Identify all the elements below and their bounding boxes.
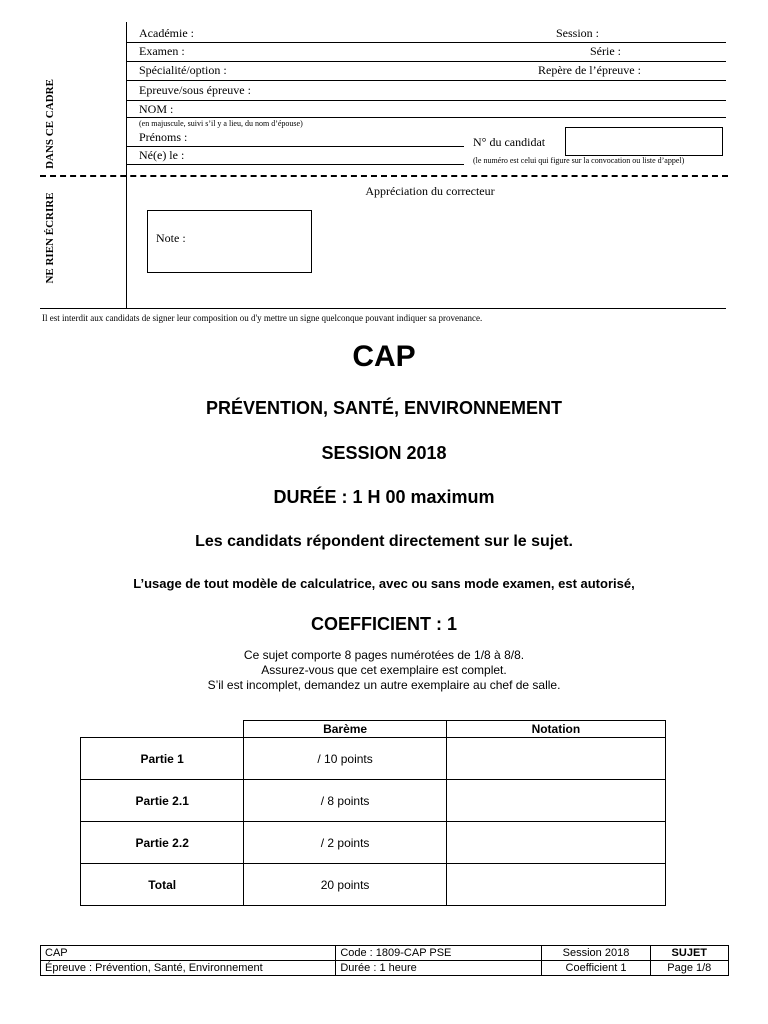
dashed-separator: [40, 175, 728, 177]
title-calculatrice: L’usage de tout modèle de calculatrice, avec ou sans mode examen, est autorisé,: [133, 576, 635, 591]
table-row: [81, 738, 666, 780]
title-coefficient: COEFFICIENT : 1: [310, 614, 457, 634]
row-label: Partie 2.2: [81, 822, 244, 864]
appreciation-label: Appréciation du correcteur: [365, 184, 495, 198]
frame-bottom-line: [40, 308, 726, 309]
vertical-label-bottom: NE RIEN ÉCRIRE: [44, 192, 56, 284]
info-pages: Ce sujet comporte 8 pages numérotées de 1/8 à 8/8.: [243, 648, 525, 662]
row-line: [126, 61, 726, 62]
row-notation[interactable]: [446, 780, 665, 822]
epreuve-label: Epreuve/sous épreuve :: [139, 83, 251, 97]
row-label: Total: [81, 864, 244, 906]
footer-epreuve: Épreuve : Prévention, Santé, Environnement: [41, 961, 336, 976]
footer-session: Session 2018: [542, 946, 650, 961]
row-notation[interactable]: [446, 822, 665, 864]
footer-table: [40, 945, 729, 976]
numero-hint: (le numéro est celui qui figure sur la convocation ou liste d’appel): [473, 156, 685, 165]
nom-label: NOM :: [139, 102, 174, 116]
frame-left-line: [126, 22, 127, 308]
footer-coefficient: Coefficient 1: [542, 961, 650, 976]
row-line: [126, 146, 464, 147]
vertical-label-top: DANS CE CADRE: [44, 79, 56, 169]
row-bareme: 20 points: [244, 864, 446, 906]
col-bareme: Barème: [244, 721, 446, 738]
row-line: [126, 80, 726, 81]
row-bareme: / 10 points: [244, 738, 446, 780]
prenoms-label: Prénoms :: [139, 130, 188, 144]
numero-label: N° du candidat: [473, 135, 546, 149]
numero-box[interactable]: [565, 127, 723, 156]
row-bareme: / 2 points: [244, 822, 446, 864]
info-complet: Assurez-vous que cet exemplaire est complet.: [261, 663, 507, 677]
footer-code: Code : 1809-CAP PSE: [336, 946, 542, 961]
footer-sujet: SUJET: [650, 946, 728, 961]
table-row: [81, 822, 666, 864]
table-row: [81, 864, 666, 906]
interdit-notice: Il est interdit aux candidats de signer leur composition ou d'y mettre un signe quelconque pouvant indiquer sa provenance.: [42, 313, 483, 323]
empty-corner: [81, 721, 244, 738]
nom-hint: (en majuscule, suivi s’il y a lieu, du nom d’épouse): [139, 119, 303, 128]
row-label: Partie 1: [81, 738, 244, 780]
title-cap: CAP: [352, 340, 416, 373]
session-label: Session :: [556, 26, 600, 40]
repere-label: Repère de l’épreuve :: [538, 63, 641, 77]
info-incomplet: S’il est incomplet, demandez un autre exemplaire au chef de salle.: [207, 678, 561, 692]
title-subject: PRÉVENTION, SANTÉ, ENVIRONNEMENT: [205, 398, 563, 418]
col-notation: Notation: [446, 721, 665, 738]
footer-page: Page 1/8: [650, 961, 728, 976]
footer-cap: CAP: [41, 946, 336, 961]
row-bareme: / 8 points: [244, 780, 446, 822]
academie-label: Académie :: [139, 26, 194, 40]
specialite-label: Spécialité/option :: [139, 63, 227, 77]
row-line: [126, 164, 464, 165]
title-duree: DURÉE : 1 H 00 maximum: [273, 487, 495, 507]
row-line: [126, 117, 726, 118]
title-candidats: Les candidats répondent directement sur le sujet.: [195, 533, 573, 550]
examen-label: Examen :: [139, 44, 185, 58]
row-line: [126, 100, 726, 101]
row-notation[interactable]: [446, 738, 665, 780]
row-notation[interactable]: [446, 864, 665, 906]
nele-label: Né(e) le :: [139, 148, 185, 162]
footer-duree: Durée : 1 heure: [336, 961, 542, 976]
title-session: SESSION 2018: [321, 443, 447, 463]
note-label: Note :: [156, 231, 186, 245]
table-row: [81, 780, 666, 822]
row-line: [126, 42, 726, 43]
note-box[interactable]: [147, 210, 312, 273]
grading-table: [80, 720, 666, 906]
serie-label: Série :: [590, 44, 621, 58]
row-label: Partie 2.1: [81, 780, 244, 822]
